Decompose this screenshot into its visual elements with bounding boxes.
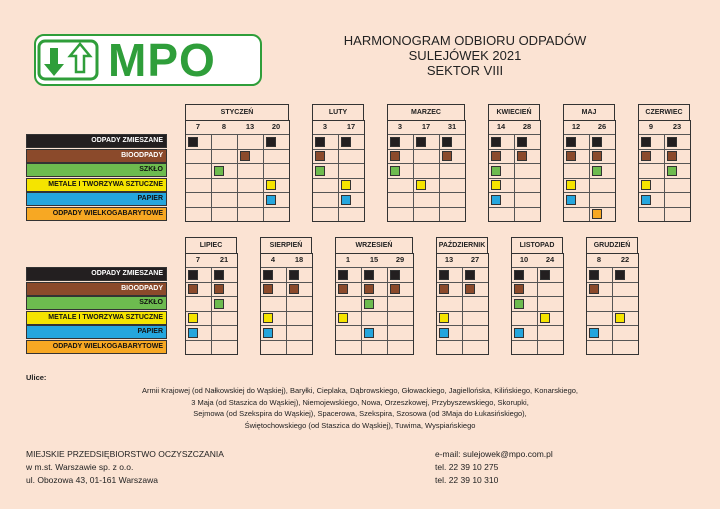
month-header: STYCZEŃ bbox=[185, 104, 289, 121]
contact-phone-2[interactable]: tel. 22 39 10 310 bbox=[435, 475, 499, 485]
company-street: ul. Obozowa 43, 01-161 Warszawa bbox=[26, 475, 158, 485]
day-number: 23 bbox=[672, 122, 682, 131]
category-label: ODPADY WIELKOGABARYTOWE bbox=[26, 340, 167, 354]
streets-list bbox=[80, 385, 640, 431]
day-number: 26 bbox=[597, 122, 607, 131]
day-number: 18 bbox=[294, 255, 304, 264]
day-number: 8 bbox=[596, 255, 602, 264]
category-label: SZKŁO bbox=[26, 163, 167, 177]
category-label: PAPIER bbox=[26, 325, 167, 339]
month-block bbox=[511, 253, 564, 355]
title-line-2: SULEJÓWEK 2021 bbox=[408, 48, 522, 63]
month-block bbox=[563, 120, 616, 222]
company-legal: w m.st. Warszawie sp. z o.o. bbox=[26, 462, 134, 472]
category-label: METALE I TWORZYWA SZTUCZNE bbox=[26, 178, 167, 192]
month-block bbox=[387, 120, 466, 222]
day-number: 28 bbox=[522, 122, 532, 131]
day-number: 29 bbox=[395, 255, 405, 264]
streets-line: Sejmowa (od Szekspira do Wąskiej), Spacerowa, Szekspira, Szosowa (od 3Maja do Łukasińskiego), bbox=[193, 409, 527, 418]
day-number: 4 bbox=[270, 255, 276, 264]
day-number: 12 bbox=[571, 122, 581, 131]
category-label: SZKŁO bbox=[26, 296, 167, 310]
day-number: 21 bbox=[219, 255, 229, 264]
month-block bbox=[260, 253, 313, 355]
month-block bbox=[586, 253, 639, 355]
month-block bbox=[638, 120, 691, 222]
day-number: 7 bbox=[195, 255, 201, 264]
category-label: ODPADY ZMIESZANE bbox=[26, 267, 167, 281]
page-title bbox=[330, 33, 600, 78]
streets-heading: Ulice: bbox=[26, 373, 47, 382]
day-number: 22 bbox=[620, 255, 630, 264]
company-name: MIEJSKIE PRZEDSIĘBIORSTWO OCZYSZCZANIA bbox=[26, 449, 224, 459]
streets-line: Armii Krajowej (od Nałkowskiej do Wąskiej), Baryłki, Cieplaka, Dąbrowskiego, Głowackiego, Jagiellońska, Kilińskiego, Konarskiego, bbox=[141, 386, 578, 395]
month-block bbox=[488, 120, 541, 222]
month-header: LISTOPAD bbox=[511, 237, 563, 254]
title-line-3: SEKTOR VIII bbox=[426, 63, 504, 78]
day-number: 13 bbox=[444, 255, 454, 264]
category-label: PAPIER bbox=[26, 192, 167, 206]
day-number: 15 bbox=[369, 255, 379, 264]
month-header: WRZESIEŃ bbox=[335, 237, 413, 254]
month-header: MAJ bbox=[563, 104, 615, 121]
category-label: ODPADY ZMIESZANE bbox=[26, 134, 167, 148]
day-number: 9 bbox=[648, 122, 654, 131]
contact-email[interactable]: e-mail: sulejowek@mpo.com.pl bbox=[435, 449, 553, 459]
day-number: 13 bbox=[245, 122, 255, 131]
recycle-arrows-icon bbox=[36, 38, 100, 82]
day-number: 8 bbox=[221, 122, 227, 131]
day-number: 1 bbox=[345, 255, 351, 264]
month-header: MARZEC bbox=[387, 104, 465, 121]
month-header: GRUDZIEŃ bbox=[586, 237, 638, 254]
streets-line: Świętochowskiego (od Staszica do Wąskiej), Tuwima, Wyspiańskiego bbox=[244, 420, 476, 430]
month-header: PAŹDZIERNIK bbox=[436, 237, 488, 254]
day-number: 20 bbox=[271, 122, 281, 131]
category-label: ODPADY WIELKOGABARYTOWE bbox=[26, 207, 167, 221]
category-label: METALE I TWORZYWA SZTUCZNE bbox=[26, 311, 167, 325]
category-label: BIOODPADY bbox=[26, 282, 167, 296]
streets-line: 3 Maja (od Staszica do Wąskiej), Niemojewskiego, Nowa, Orzeszkowej, Przybyszewskiego, Skorupki, bbox=[191, 397, 529, 407]
month-header: LIPIEC bbox=[185, 237, 237, 254]
mpo-logo bbox=[34, 34, 262, 86]
company-address bbox=[26, 448, 224, 487]
month-block bbox=[436, 253, 489, 355]
month-header: CZERWIEC bbox=[638, 104, 690, 121]
month-header: KWIECIEŃ bbox=[488, 104, 540, 121]
month-block bbox=[185, 253, 238, 355]
company-contact bbox=[435, 448, 553, 487]
day-number: 14 bbox=[496, 122, 506, 131]
day-number: 7 bbox=[195, 122, 201, 131]
contact-phone-1[interactable]: tel. 22 39 10 275 bbox=[435, 462, 499, 472]
month-block bbox=[335, 253, 414, 355]
logo-text: MPO bbox=[108, 34, 216, 86]
day-number: 24 bbox=[545, 255, 555, 264]
day-number: 10 bbox=[519, 255, 529, 264]
day-number: 3 bbox=[322, 122, 328, 131]
day-number: 27 bbox=[470, 255, 480, 264]
day-number: 17 bbox=[421, 122, 431, 131]
month-header: LUTY bbox=[312, 104, 364, 121]
title-line-1: HARMONOGRAM ODBIORU ODPADÓW bbox=[343, 33, 587, 48]
month-block bbox=[312, 120, 365, 222]
day-number: 3 bbox=[397, 122, 403, 131]
day-number: 17 bbox=[346, 122, 356, 131]
category-label: BIOODPADY bbox=[26, 149, 167, 163]
day-number: 31 bbox=[447, 122, 457, 131]
month-block bbox=[185, 120, 290, 222]
month-header: SIERPIEŃ bbox=[260, 237, 312, 254]
